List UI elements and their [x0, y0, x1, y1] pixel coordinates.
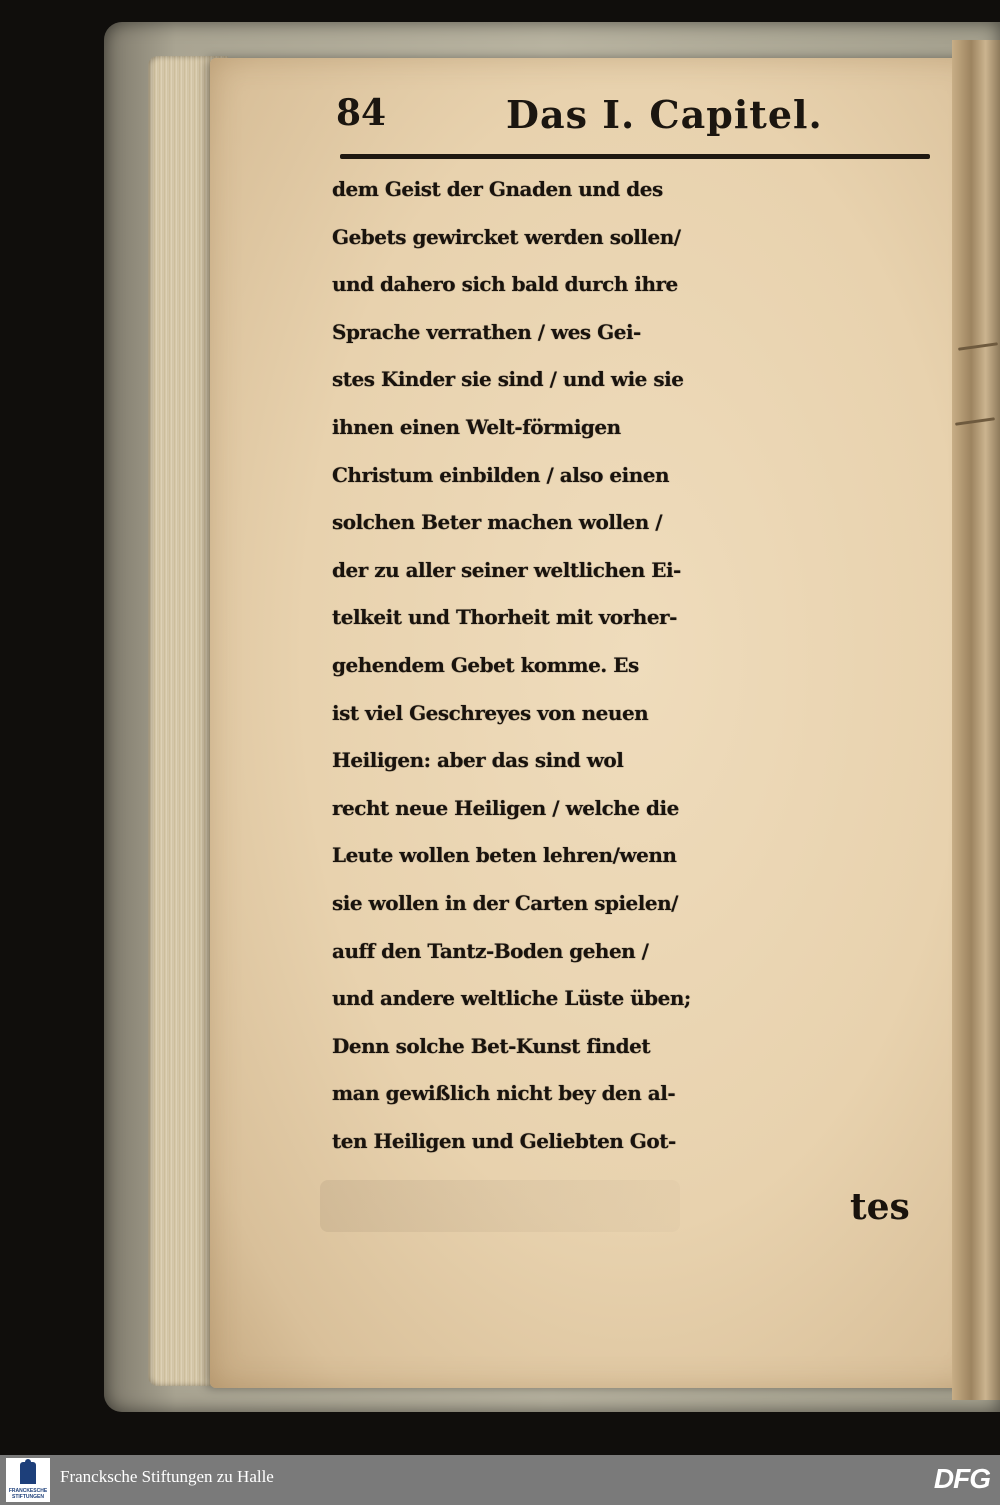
book-gutter [952, 40, 1000, 1400]
institution-logo[interactable] [6, 1458, 50, 1502]
text-line: auff den Tantz-Boden gehen / [332, 938, 649, 963]
catchword: tes [850, 1186, 910, 1228]
text-line: solchen Beter machen wollen / [332, 510, 663, 535]
text-line: Leute wollen beten lehren/wenn [332, 843, 677, 868]
text-line: ten Heiligen und Geliebten Got- [332, 1128, 676, 1153]
footer-bar [0, 1455, 1000, 1505]
text-line: man gewißlich nicht bey den al- [332, 1081, 676, 1106]
page-number: 84 [336, 92, 387, 134]
text-line: Heiligen: aber das sind wol [332, 748, 624, 773]
building-icon [20, 1462, 36, 1484]
show-through [320, 1180, 680, 1232]
text-line: sie wollen in der Carten spielen/ [332, 890, 678, 915]
text-line: und dahero sich bald durch ihre [332, 272, 678, 297]
running-head: Das I. Capitel. [506, 92, 823, 137]
text-block [332, 166, 932, 1165]
logo-text: FRANCKESCHE STIFTUNGEN [8, 1488, 48, 1500]
text-line: Sprache verrathen / wes Gei- [332, 319, 641, 344]
text-line: telkeit und Thorheit mit vorher- [332, 605, 677, 630]
text-line: stes Kinder sie sind / und wie sie [332, 367, 684, 392]
text-line: Christum einbilden / also einen [332, 462, 670, 487]
text-line: Denn solche Bet-Kunst findet [332, 1033, 651, 1058]
text-line: dem Geist der Gnaden und des [332, 177, 663, 201]
text-line: ist viel Geschreyes von neuen [332, 700, 649, 725]
page-header [336, 92, 926, 142]
header-rule [340, 154, 930, 159]
institution-name[interactable]: Francksche Stiftungen zu Halle [60, 1467, 274, 1486]
text-line: und andere weltliche Lüste üben; [332, 986, 691, 1011]
text-line: ihnen einen Welt-förmigen [332, 414, 621, 439]
dfg-logo[interactable]: DFG [933, 1463, 990, 1494]
text-line: Gebets gewircket werden sollen/ [332, 224, 681, 249]
text-line: recht neue Heiligen / welche die [332, 795, 679, 820]
text-line: der zu aller seiner weltlichen Ei- [332, 557, 681, 582]
text-line: gehendem Gebet komme. Es [332, 652, 639, 677]
